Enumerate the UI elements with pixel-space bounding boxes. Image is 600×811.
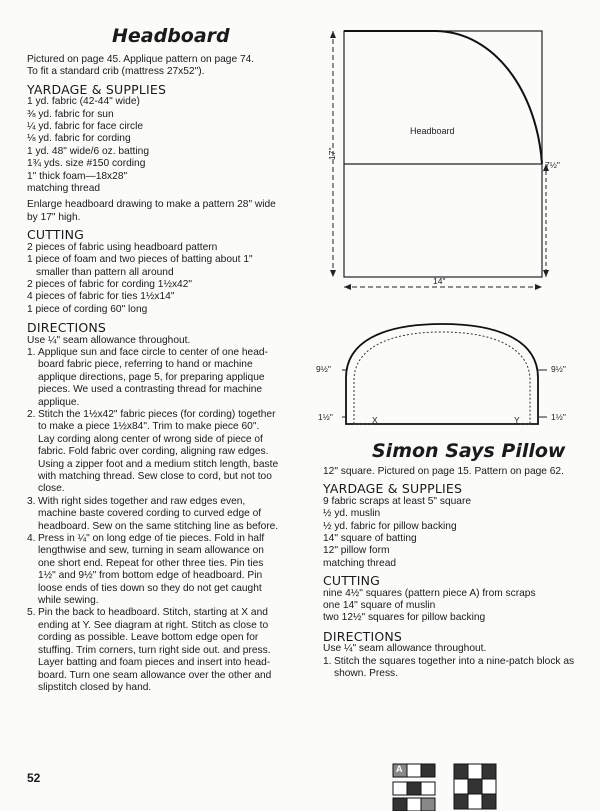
arrow-down-icon (330, 270, 336, 277)
step-line: to make a piece 1½x84". Trim to make piece 60". (38, 421, 260, 433)
step (27, 533, 322, 607)
yardage-item: 1 yd. fabric (42-44" wide) (27, 96, 140, 108)
pillow-text (323, 466, 588, 681)
step-line: 1½" and 9½" from bottom edge of headboard. Pin (38, 570, 263, 582)
headboard-title: Headboard (112, 25, 230, 47)
step-line: Applique sun and face circle to center of one head- (38, 346, 268, 358)
pillow-seam-note: Use ¼" seam allowance throughout. (323, 643, 487, 655)
pillow-yardage-item: matching thread (323, 557, 397, 569)
yardage-item: 1¾ yds. size #150 cording (27, 158, 146, 170)
step-line: applique directions, page 5, for preparing applique (38, 371, 265, 383)
yardage-item: 1" thick foam—18x28" (27, 170, 128, 182)
pillow-yardage-item: ½ yd. fabric for pillow backing (323, 520, 457, 532)
pillow-directions-list (323, 656, 588, 681)
step-number: 4. (27, 533, 36, 545)
headboard-text (27, 54, 322, 694)
tie-label-right-upper: 9½" (551, 364, 566, 374)
step-line: slipstitch closed by hand. (38, 681, 152, 693)
pillow-yardage-heading: YARDAGE & SUPPLIES (323, 481, 463, 497)
arrow-up-icon (330, 31, 336, 38)
step-line: with matching thread. Sew close to cord, but not too (38, 471, 272, 482)
pillow-yardage-item: ½ yd. muslin (323, 508, 381, 520)
step-line: headboard. Sew on the same stitching line as before. (38, 520, 279, 532)
yardage-item: 1 yd. 48" wide/6 oz. batting (27, 145, 149, 157)
yardage-item: matching thread (27, 183, 101, 195)
height-label: 17" (327, 147, 337, 160)
step-number: 5. (27, 607, 36, 619)
headboard-label: Headboard (410, 126, 455, 136)
directions-heading: DIRECTIONS (27, 320, 107, 336)
start-point-label: X (372, 415, 378, 425)
tie-label-left-upper: 9½" (316, 364, 331, 374)
step-number: 2. (27, 408, 36, 420)
pattern-piece-label: A (396, 764, 403, 774)
step-number: 1. (323, 655, 332, 667)
cutting-item: 4 pieces of fabric for ties 1½x14" (27, 291, 175, 303)
step-line: ending at Y. See diagram at right. Stitch as close to (38, 619, 269, 631)
step-line: applique. (38, 396, 80, 408)
yardage-item: ⅜ yd. fabric for sun (27, 108, 114, 120)
pillow-cutting-heading: CUTTING (323, 573, 381, 589)
step-line: Pin the back to headboard. Stitch, starting at X and (38, 607, 268, 619)
yardage-heading: YARDAGE & SUPPLIES (27, 81, 167, 97)
step (27, 607, 322, 694)
step-line: stuffing. Trim corners, turn right side out. and press. (38, 644, 271, 656)
step-line: one short end. Repeat for other three ties. Pin ties (38, 557, 264, 569)
step-line: machine baste covered cording to curved edge of (38, 508, 262, 520)
enlarge-note: Enlarge headboard drawing to make a pattern 28" wide (27, 199, 276, 211)
step-line: pieces. We used a contrasting thread for machine (38, 384, 263, 396)
yardage-item: ⅛ yd. fabric for cording (27, 133, 131, 145)
directions-list (27, 347, 322, 694)
pillow-outline (346, 324, 538, 424)
pillow-title: Simon Says Pillow (372, 440, 566, 462)
pattern-curve (344, 31, 542, 164)
cutting-item: 1 piece of foam and two pieces of batting about 1" (27, 254, 253, 266)
pillow-intro: 12" square. Pictured on page 15. Pattern on page 62. (323, 466, 564, 477)
step-line: cording as possible. Leave bottom edge open for (38, 632, 259, 644)
step-line: loose ends of ties down so they do not get caught (38, 582, 262, 594)
pillow-yardage-item: 12" pillow form (323, 545, 390, 557)
step-line: close. (38, 483, 65, 495)
stitch-line (354, 332, 530, 424)
step-line: Using a zipper foot and a medium stitch length, baste (38, 458, 279, 470)
cutting-item: 2 pieces of fabric for cording 1½x42" (27, 278, 193, 290)
tie-label-left-lower: 1½" (318, 412, 333, 422)
yardage-item: ¼ yd. fabric for face circle (27, 121, 144, 133)
step-line: while sewing. (38, 595, 99, 607)
step-line: board. Turn one seam allowance over the other and (38, 669, 272, 681)
intro-line: Pictured on page 45. Applique pattern on page 74. (27, 54, 255, 65)
step-line: Lay cording along center of wrong side of piece of (38, 433, 263, 445)
step-line: With right sides together and raw edges even, (38, 495, 246, 507)
pillow-yardage-item: 14" square of batting (323, 533, 417, 545)
nine-patch-diagrams (392, 763, 542, 811)
arrow-left-icon (344, 284, 351, 290)
step (27, 347, 322, 409)
step-line: fabric. Fold fabric over cording, aligning raw edges. (38, 446, 269, 458)
tie-label-right-lower: 1½" (551, 412, 566, 422)
step (27, 496, 322, 533)
pillow-cutting-item: one 14" square of muslin (323, 600, 436, 612)
intro-line: To fit a standard crib (mattress 27x52"). (27, 66, 205, 78)
side-label: 7½" (545, 160, 560, 170)
step-line: shown. Press. (334, 668, 398, 680)
pillow-cutting-item: two 12½" squares for pillow backing (323, 612, 486, 624)
width-label: 14" (433, 276, 446, 286)
cutting-heading: CUTTING (27, 227, 85, 243)
pillow-cutting-item: nine 4½" squares (pattern piece A) from scraps (323, 587, 536, 599)
cutting-item: 2 pieces of fabric using headboard pattern (27, 241, 218, 253)
cutting-item: 1 piece of cording 60" long (27, 303, 148, 315)
arrow-right-icon (535, 284, 542, 290)
enlarge-note: by 17" high. (27, 211, 81, 223)
step-line: lengthwise and sew, turning in seam allowance on (38, 545, 264, 557)
cutting-item: smaller than pattern all around (36, 266, 174, 278)
step (323, 656, 588, 681)
step-line: Press in ¼" on long edge of tie pieces. Fold in half (38, 533, 265, 545)
step-number: 1. (27, 346, 36, 358)
headboard-pattern-diagram (325, 22, 575, 304)
step-line: Layer batting and foam pieces and insert into head- (38, 657, 271, 669)
pillow-yardage-item: 9 fabric scraps at least 5" square (323, 495, 472, 507)
end-point-label: Y (514, 415, 520, 425)
pillow-directions-heading: DIRECTIONS (323, 628, 403, 644)
step-line: Stitch the squares together into a nine-patch block as (334, 655, 575, 667)
step (27, 409, 322, 496)
step-line: Stitch the 1½x42" fabric pieces (for cording) together (38, 408, 276, 420)
step-number: 3. (27, 495, 36, 507)
step-line: board fabric piece, referring to hand or machine (38, 359, 253, 371)
seam-note: Use ¼" seam allowance throughout. (27, 334, 191, 346)
page-number: 52 (27, 771, 41, 785)
pattern-outline (344, 31, 542, 277)
arrow-down-icon (543, 270, 549, 277)
nine-patch-block (454, 764, 496, 809)
